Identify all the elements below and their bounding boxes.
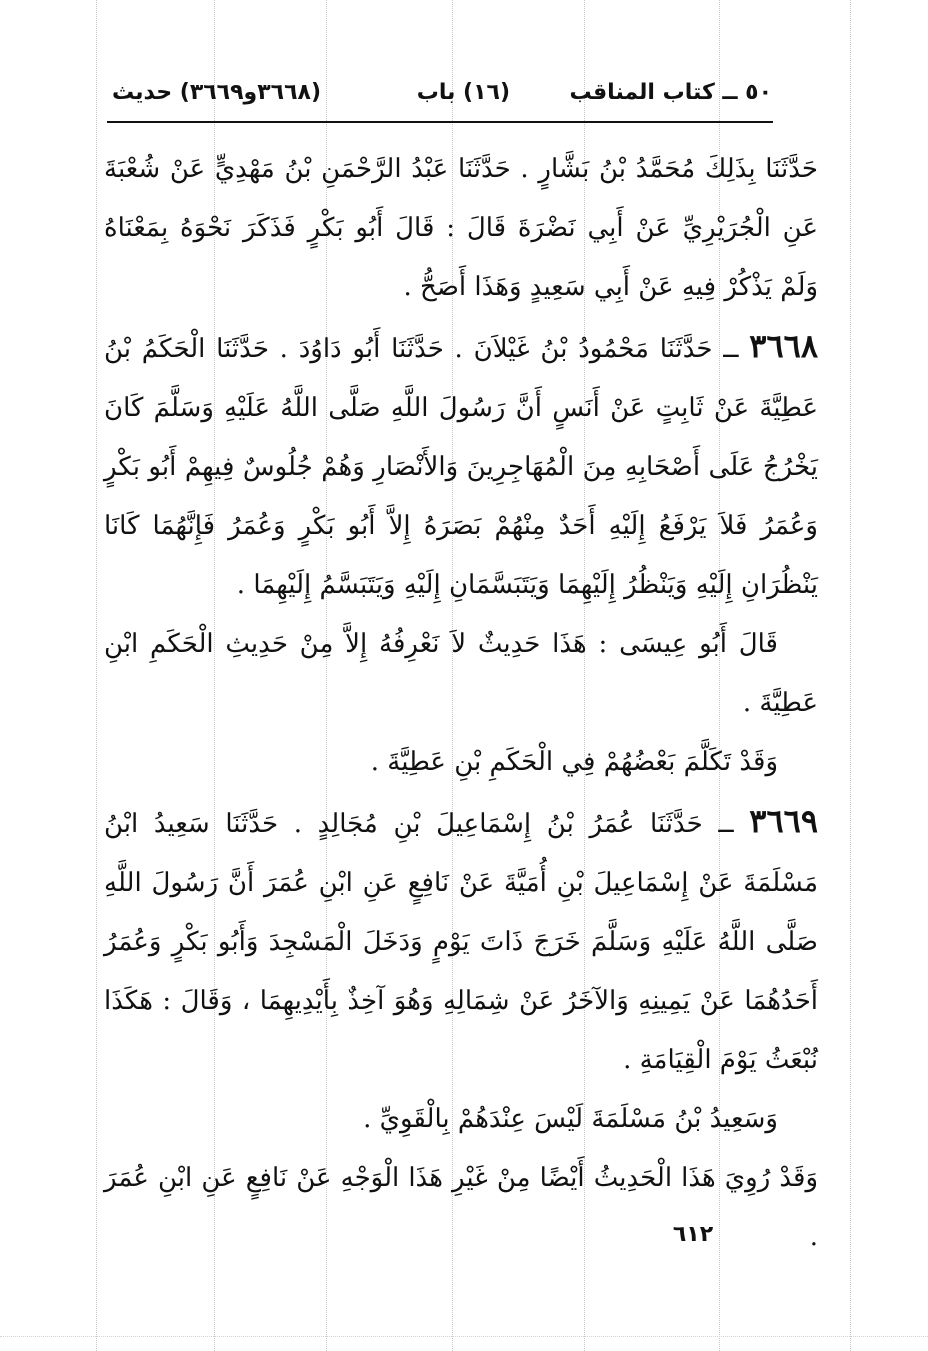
hadith-number: ٣٦٦٩ xyxy=(749,802,819,840)
scan-dotted-line xyxy=(850,0,851,1351)
hadith-text: ــ حَدَّثَنَا عُمَرُ بْنُ إِسْمَاعِيلَ بْنِ مُجَالِدٍ . حَدَّثَنَا سَعِيدُ ابْنُ مَسْلَمَةَ عَنْ إِسْمَاعِيلَ بْنِ أُمَيَّةَ عَنْ نَافِعٍ عَنِ ابْنِ عُمَرَ أَنَّ رَسُولَ اللَّهِ صَلَّى اللَّهُ عَلَيْهِ وَسَلَّمَ خَرَجَ ذَاتَ يَوْمٍ وَدَخَلَ الْمَسْجِدَ وَأَبُو بَكْرٍ وَعُمَرُ أَحَدُهُمَا عَنْ يَمِينِهِ وَالآخَرُ عَنْ شِمَالِهِ وَهُوَ آخِذٌ بِأَيْدِيهِمَا ، وَقَالَ : هَكَذَا نُبْعَثُ يَوْمَ الْقِيَامَةِ . xyxy=(104,809,818,1075)
header-divider xyxy=(107,121,773,123)
hadith-number: ٣٦٦٨ xyxy=(749,327,819,365)
paragraph-commentary: وَقَدْ رُوِيَ هَذَا الْحَدِيثُ أَيْضًا مِنْ غَيْرِ هَذَا الْوَجْهِ عَنْ نَافِعٍ عَنِ ابْنِ عُمَرَ . xyxy=(104,1163,818,1252)
scan-dotted-line xyxy=(96,0,97,1351)
scan-dotted-line xyxy=(0,1336,928,1337)
hadith-text: ــ حَدَّثَنَا مَحْمُودُ بْنُ غَيْلاَنَ . حَدَّثَنَا أَبُو دَاوُدَ . حَدَّثَنَا الْحَكَمُ بْنُ عَطِيَّةَ عَنْ ثَابِتٍ عَنْ أَنَسٍ أَنَّ رَسُولَ اللَّهِ صَلَّى اللَّهُ عَلَيْهِ وَسَلَّمَ كَانَ يَخْرُجُ عَلَى أَصْحَابِهِ مِنَ الْمُهَاجِرِينَ وَالأَنْصَارِ وَهُمْ جُلُوسٌ فِيهِمْ أَبُو بَكْرٍ وَعُمَرُ فَلاَ يَرْفَعُ إِلَيْهِ أَحَدٌ مِنْهُمْ بَصَرَهُ إِلاَّ أَبُو بَكْرٍ وَعُمَرُ فَإِنَّهُمَا كَانَا يَنْظُرَانِ إِلَيْهِ وَيَنْظُرُ إِلَيْهِمَا وَيَتَبَسَّمَانِ إِلَيْهِ وَيَتَبَسَّمُ إِلَيْهِمَا . xyxy=(104,334,818,600)
paragraph-hadith-3669 xyxy=(104,792,818,1090)
page-body xyxy=(104,140,818,1267)
header-hadith-numbers: (٣٦٦٨و٣٦٦٩) حديث xyxy=(112,80,322,105)
running-header xyxy=(112,74,772,114)
paragraph-commentary: وَسَعِيدُ بْنُ مَسْلَمَةَ لَيْسَ عِنْدَهُمْ بِالْقَوِيِّ . xyxy=(363,1104,778,1134)
paragraph-commentary: قَالَ أَبُو عِيسَى : هَذَا حَدِيثٌ لاَ نَعْرِفُهُ إِلاَّ مِنْ حَدِيثِ الْحَكَمِ ابْنِ عَطِيَّةَ . xyxy=(104,629,818,718)
header-book-title: ٥٠ ــ كتاب المناقب xyxy=(569,80,772,105)
page-number: ٦١٢ xyxy=(672,1222,714,1247)
paragraph-chain-note: حَدَّثَنَا بِذَلِكَ مُحَمَّدُ بْنُ بَشَّارٍ . حَدَّثَنَا عَبْدُ الرَّحْمَنِ بْنُ مَهْدِيٍّ عَنْ شُعْبَةَ عَنِ الْجُرَيْرِيِّ عَنْ أَبِي نَضْرَةَ قَالَ : قَالَ أَبُو بَكْرٍ فَذَكَرَ نَحْوَهُ بِمَعْنَاهُ وَلَمْ يَذْكُرْ فِيهِ عَنْ أَبِي سَعِيدٍ وَهَذَا أَصَحُّ . xyxy=(104,154,818,302)
paragraph-commentary: وَقَدْ تَكَلَّمَ بَعْضُهُمْ فِي الْحَكَمِ بْنِ عَطِيَّةَ . xyxy=(370,747,778,777)
header-chapter: (١٦) باب xyxy=(416,80,510,105)
paragraph-hadith-3668 xyxy=(104,317,818,615)
